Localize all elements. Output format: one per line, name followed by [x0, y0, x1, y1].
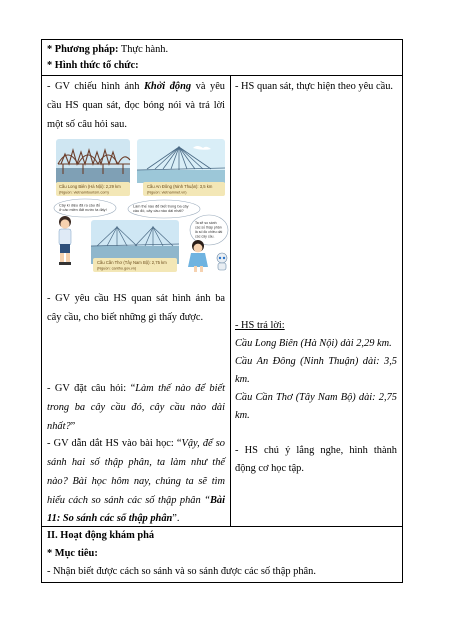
left-p4-line2: sánh hai số thập phân, ta làm như thế — [47, 457, 225, 468]
right-an-dong-line2: km. — [235, 374, 250, 385]
right-long-bien: Cầu Long Biên (Hà Nội) dài 2,29 km. — [235, 338, 392, 349]
left-p1-line3: một số câu hỏi sau. — [47, 119, 127, 130]
bubble-boy-2: ở các miền đất nước ta đấy! — [59, 208, 107, 212]
bubble-boy-1: Cây kì diệu đã ra câu đố — [59, 203, 101, 208]
caption-can-tho: Cầu Cần Thơ (Tây Nam Bộ): 2,75 km — [97, 260, 167, 265]
goal-label: * Mục tiêu: — [47, 548, 98, 559]
bubble-girl-2: cầu đó, cây cầu nào dài nhất? — [133, 209, 184, 213]
bubble-girl-1: Làm thế nào để biết trong ba cây — [133, 204, 189, 209]
left-p2-line1: - GV yêu cầu HS quan sát hình ảnh ba — [47, 293, 225, 304]
section-title: II. Hoạt động khám phá — [47, 530, 155, 541]
right-can-tho-line2: km. — [235, 410, 250, 421]
left-p3-line2: trong ba cây cầu đó, cây cầu nào dài — [47, 402, 225, 413]
left-p3-line1: - GV đặt câu hỏi: “Làm thế nào để biết — [47, 383, 225, 394]
left-p4-line3: nào? Bài học hôm nay, chúng ta sẽ tìm — [47, 476, 225, 487]
left-p2-line2: cây cầu, cho biết những gì thấy được. — [47, 312, 204, 323]
left-p1-line2: cầu HS quan sát, đọc bóng nói và trả lời — [47, 100, 225, 111]
bubble-robot-1: Ta sẽ so sánh — [195, 221, 217, 225]
method-line: * Phương pháp: Thực hành. — [47, 44, 169, 55]
caption-can-tho-source: (Nguồn: cantho.gov.vn) — [97, 266, 137, 271]
right-observe: - HS quan sát, thực hiện theo yêu cầu. — [235, 81, 393, 92]
bubble-robot-2: các số thập phân — [195, 225, 222, 230]
caption-long-bien-source: (Nguồn: vietnamtourism.com) — [59, 190, 109, 195]
right-answer-label: - HS trả lời: — [235, 320, 285, 331]
caption-an-dong-source: (Nguồn: vietnamnet.vn) — [147, 190, 187, 195]
caption-an-dong: Cầu An Đông (Ninh Thuận): 3,5 km — [147, 184, 213, 189]
caption-long-bien: Cầu Long Biên (Hà Nội): 2,29 km — [59, 184, 121, 189]
org-form-label: * Hình thức tổ chức: — [47, 60, 139, 71]
robot-figure — [217, 253, 227, 270]
left-p4-line5: 11: So sánh các số thập phân”. — [47, 513, 180, 524]
bubble-robot-4: các cây cầu. — [195, 234, 215, 239]
right-an-dong-line1: Cầu An Đông (Ninh Thuận) dài: 3,5 — [235, 356, 397, 367]
right-can-tho-line1: Cầu Cần Thơ (Tây Nam Bộ) dài: 2,75 — [235, 392, 397, 403]
header-divider — [41, 75, 403, 76]
right-listen-line1: - HS chú ý lắng nghe, hình thành — [235, 445, 397, 456]
bubble-robot-3: là số đo chiều dài — [195, 230, 223, 234]
left-p1-line1: - GV chiếu hình ảnh Khởi động và yêu — [47, 81, 225, 92]
left-p3-line3: nhất?” — [47, 421, 76, 432]
bridges-image — [51, 134, 231, 274]
left-p4-line1: - GV dẫn dắt HS vào bài học: “Vậy, để so — [47, 438, 226, 449]
bridges-illustration — [51, 134, 231, 274]
boy-figure — [59, 216, 71, 265]
right-listen-line2: động cơ học tập. — [235, 463, 304, 474]
left-p4-line4: hiểu cách so sánh các số thập phân “Bài — [47, 495, 225, 506]
goal-text: - Nhận biết được cách so sánh và so sánh được các số thập phân. — [47, 566, 316, 577]
